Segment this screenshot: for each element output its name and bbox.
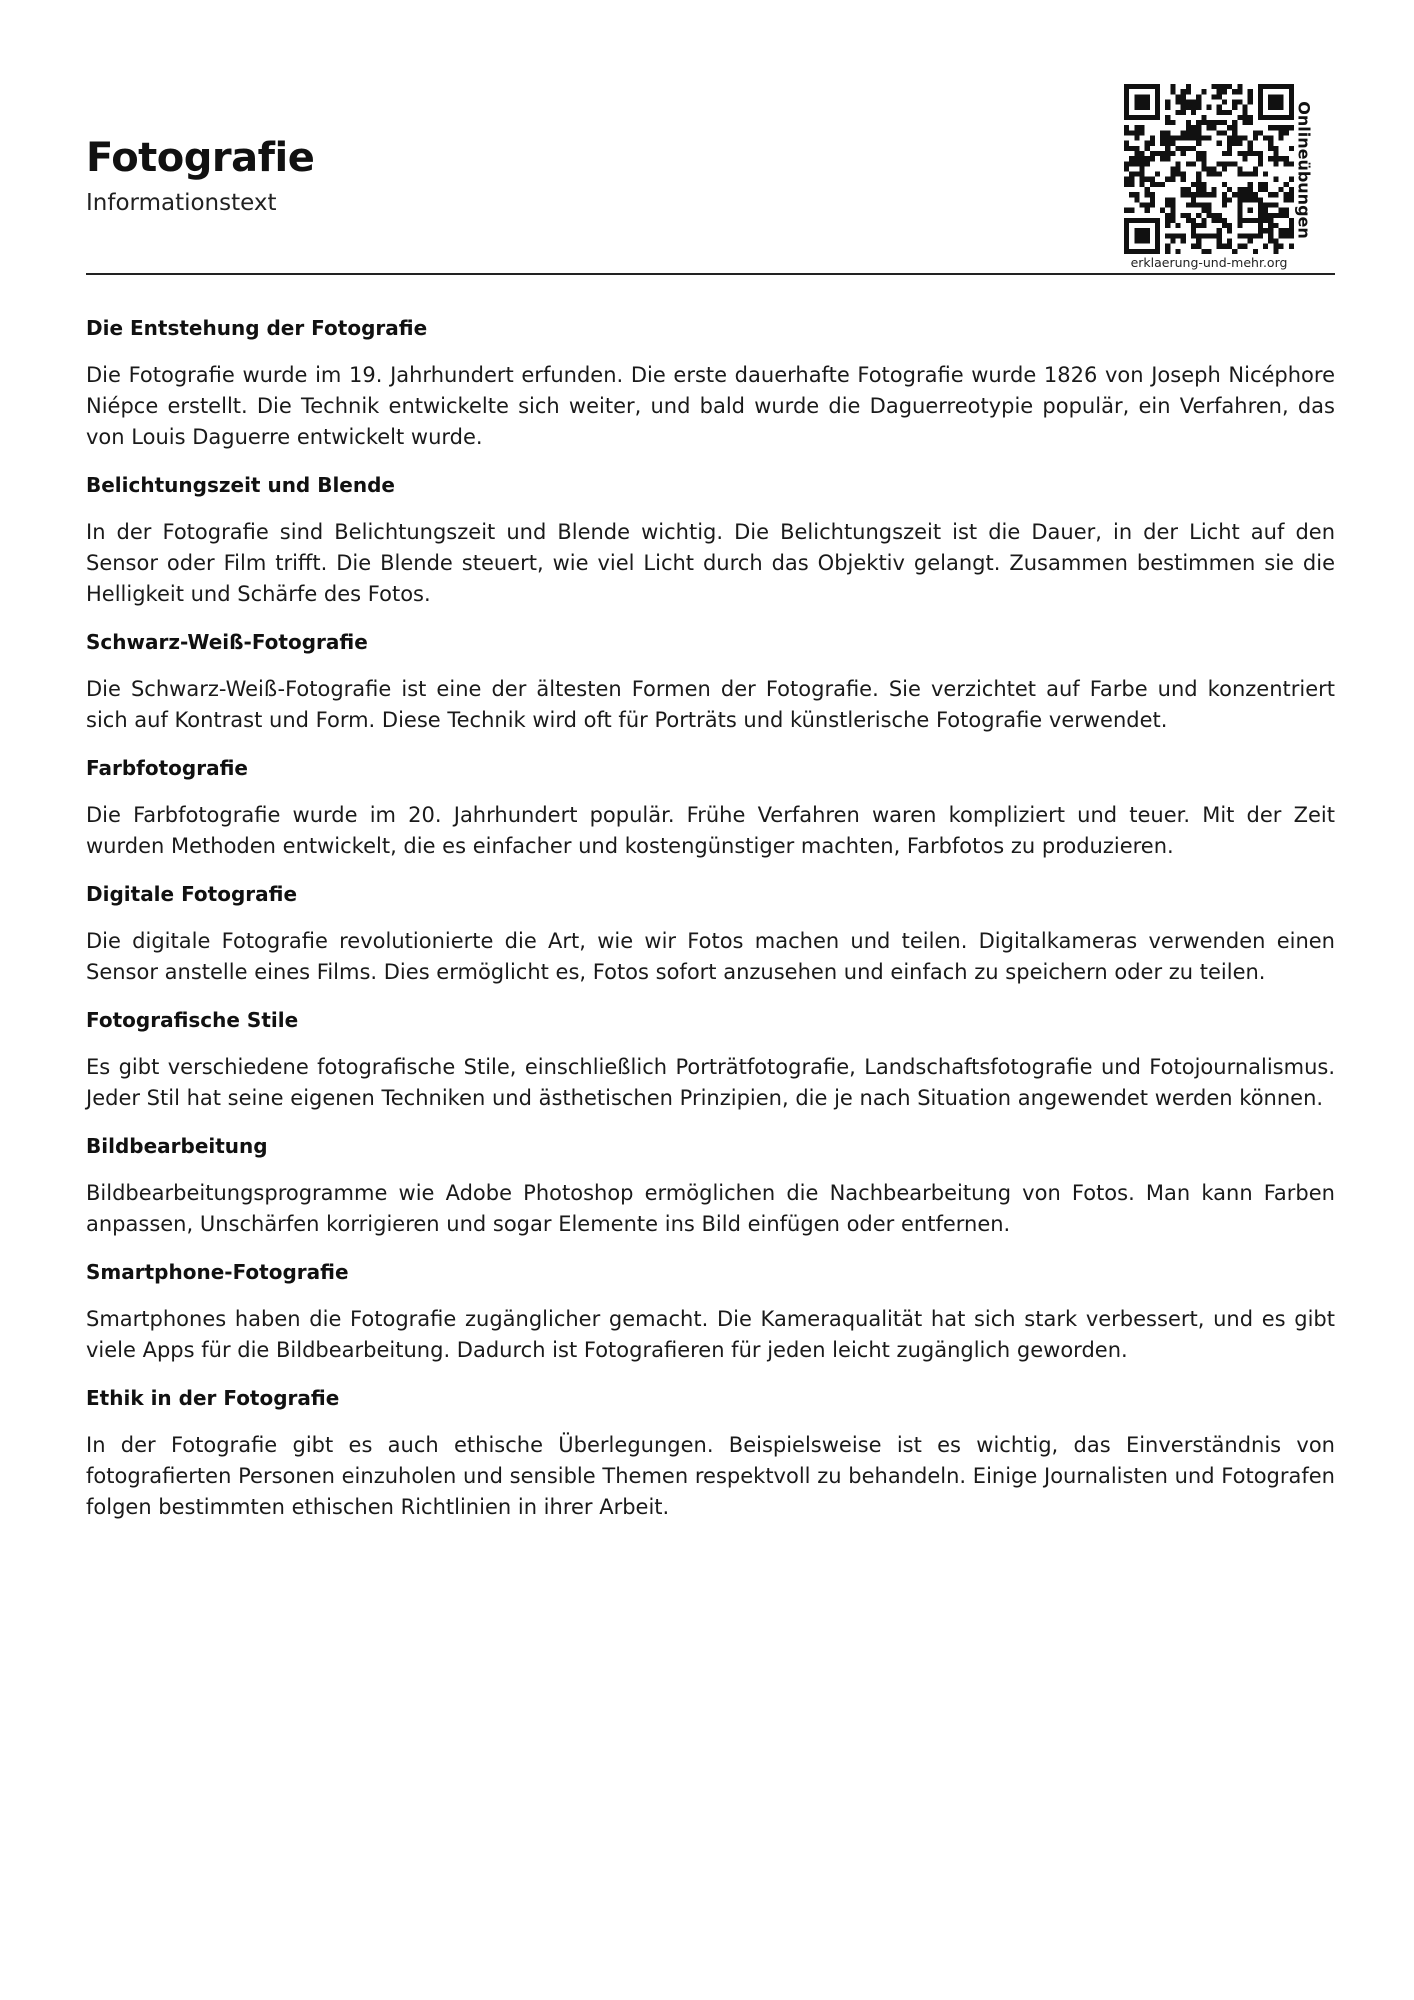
section-heading: Digitale Fotografie xyxy=(86,882,298,906)
section-heading: Belichtungszeit und Blende xyxy=(86,473,395,497)
section-text: In der Fotografie gibt es auch ethische Überlegungen. Beispielsweise ist es wichtig, das Einverständnis von fotografierten Personen einzuholen und sensible Themen respektvoll zu behandeln. Einige Journalisten und Fotografen folgen bestimmten ethischen Richtlinien in ihrer Arbeit. xyxy=(86,1433,1335,1519)
page-title: Fotografie xyxy=(86,135,315,181)
section xyxy=(86,754,1335,862)
qr-code-icon[interactable] xyxy=(1124,84,1294,254)
section-text: Die digitale Fotografie revolutionierte die Art, wie wir Fotos machen und teilen. Digitalkameras verwenden einen Sensor anstelle eines Films. Dies ermöglicht es, Fotos sofort anzusehen und einfach zu speichern oder zu teilen. xyxy=(86,929,1335,984)
section-text: Die Schwarz-Weiß-Fotografie ist eine der ältesten Formen der Fotografie. Sie verzichtet auf Farbe und konzentriert sich auf Kontrast und Form. Diese Technik wird oft für Porträts und künstlerische Fotografie verwendet. xyxy=(86,677,1335,732)
qr-url-label: erklaerung-und-mehr.org xyxy=(1130,255,1288,270)
section-text: Die Farbfotografie wurde im 20. Jahrhundert populär. Frühe Verfahren waren kompliziert und teuer. Mit der Zeit wurden Methoden entwickelt, die es einfacher und kostengünstiger machten, Farbfotos zu produzieren. xyxy=(86,803,1335,858)
section xyxy=(86,628,1335,736)
section xyxy=(86,1384,1335,1523)
section xyxy=(86,314,1335,453)
qr-block[interactable] xyxy=(1124,80,1336,275)
header-divider xyxy=(86,273,1335,275)
section-heading: Bildbearbeitung xyxy=(86,1134,268,1158)
page-subtitle: Informationstext xyxy=(86,190,277,216)
section-text: Bildbearbeitungsprogramme wie Adobe Photoshop ermöglichen die Nachbearbeitung von Fotos. Man kann Farben anpassen, Unschärfen korrigieren und sogar Elemente ins Bild einfügen oder entfernen. xyxy=(86,1181,1335,1236)
section xyxy=(86,1006,1335,1114)
section-heading: Farbfotografie xyxy=(86,756,248,780)
content-area xyxy=(86,314,1335,1541)
qr-vertical-label: Onlineübungen xyxy=(1294,101,1314,239)
section-text: Es gibt verschiedene fotografische Stile, einschließlich Porträtfotografie, Landschaftsfotografie und Fotojournalismus. Jeder Stil hat seine eigenen Techniken und ästhetischen Prinzipien, die je nach Situation angewendet werden können. xyxy=(86,1055,1335,1110)
section xyxy=(86,1132,1335,1240)
section-heading: Schwarz-Weiß-Fotografie xyxy=(86,630,368,654)
section-text: Smartphones haben die Fotografie zugänglicher gemacht. Die Kameraqualität hat sich stark verbessert, und es gibt viele Apps für die Bildbearbeitung. Dadurch ist Fotografieren für jeden leicht zugänglich geworden. xyxy=(86,1307,1335,1362)
section-heading: Fotografische Stile xyxy=(86,1008,299,1032)
section-text: Die Fotografie wurde im 19. Jahrhundert erfunden. Die erste dauerhafte Fotografie wurde 1826 von Joseph Nicéphore Niépce erstellt. Die Technik entwickelte sich weiter, und bald wurde die Daguerreotypie populär, ein Verfahren, das von Louis Daguerre entwickelt wurde. xyxy=(86,363,1335,449)
section-heading: Die Entstehung der Fotografie xyxy=(86,316,428,340)
section xyxy=(86,471,1335,610)
section-heading: Smartphone-Fotografie xyxy=(86,1260,349,1284)
section xyxy=(86,1258,1335,1366)
page-header xyxy=(86,80,1336,275)
section-heading: Ethik in der Fotografie xyxy=(86,1386,340,1410)
section xyxy=(86,880,1335,988)
section-text: In der Fotografie sind Belichtungszeit und Blende wichtig. Die Belichtungszeit ist die Dauer, in der Licht auf den Sensor oder Film trifft. Die Blende steuert, wie viel Licht durch das Objektiv gelangt. Zusammen bestimmen sie die Helligkeit und Schärfe des Fotos. xyxy=(86,520,1335,606)
